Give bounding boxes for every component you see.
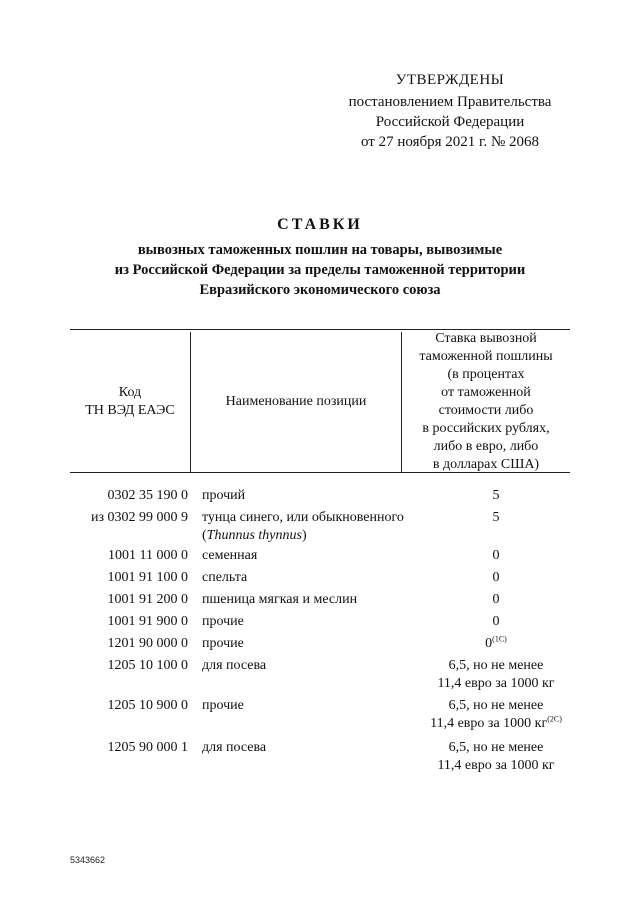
header-name [191, 332, 401, 472]
header-code-line: ТН ВЭД ЕАЭС [85, 403, 175, 418]
approval-line-2: Российской Федерации [375, 114, 525, 130]
header-rate-line: Ставка вывозной [435, 331, 537, 346]
row-rate-line [422, 757, 570, 775]
approval-block [330, 70, 570, 152]
row-name-text: прочие [202, 636, 244, 651]
row-rate [422, 569, 570, 587]
document-code: 5343662 [70, 855, 106, 865]
row-rate [422, 697, 570, 733]
row-rate-line [422, 715, 570, 733]
header-rate-line: от таможенной [441, 385, 531, 400]
footnote-marker: (1С) [492, 634, 507, 644]
row-rate-block [422, 697, 570, 733]
row-code: 0302 35 190 0 [107, 488, 188, 503]
row-rate [422, 613, 570, 631]
row-rate-line [422, 675, 570, 693]
row-code: 1205 10 900 0 [107, 698, 188, 713]
header-rate-line: таможенной пошлины [419, 349, 553, 364]
header-rate-line: в российских рублях, [422, 421, 550, 436]
row-name [202, 697, 422, 733]
table-row [70, 613, 570, 631]
row-rate-value [422, 487, 570, 505]
row-code: 1001 91 900 0 [107, 614, 188, 629]
row-name [202, 569, 422, 587]
header-rate [402, 332, 570, 472]
row-name-text: для посева [202, 740, 267, 755]
row-code: 1001 91 100 0 [107, 570, 188, 585]
row-code: 1205 10 100 0 [107, 658, 188, 673]
header-name-label: Наименование позиции [225, 394, 367, 409]
row-code: 1205 90 000 1 [107, 740, 188, 755]
row-rate-value [422, 509, 570, 527]
row-rate-text: 11,4 евро за 1000 кг [437, 758, 555, 773]
table-row [70, 547, 570, 565]
header-rate-line: либо в евро, либо [433, 439, 539, 454]
row-name-text: для посева [202, 658, 267, 673]
row-name [202, 509, 422, 545]
row-rate-text: 6,5, но не менее [448, 658, 544, 673]
row-rate-block [422, 657, 570, 693]
row-name-text: прочие [202, 698, 244, 713]
row-rate-block [422, 739, 570, 775]
row-name-text: пшеница мягкая и меслин [202, 592, 358, 607]
row-name [202, 657, 422, 693]
header-code-line: Код [118, 385, 142, 400]
table-row [70, 569, 570, 587]
row-rate-text: 0 [485, 636, 493, 651]
table-row [70, 635, 570, 653]
row-code: из 0302 99 000 9 [90, 510, 188, 525]
row-rate-text: 6,5, но не менее [448, 740, 544, 755]
row-rate-value [422, 635, 570, 653]
row-rate-text: 5 [492, 510, 500, 525]
header-rate-line: в долларах США) [432, 457, 540, 472]
row-name [202, 487, 422, 505]
approval-line-1: постановлением Правительства [348, 94, 552, 110]
table-row [70, 509, 570, 545]
row-name [202, 613, 422, 631]
row-code: 1001 11 000 0 [108, 548, 188, 563]
document-subtitle [60, 240, 580, 300]
subtitle-line-3: Евразийского экономического союза [199, 282, 441, 298]
subtitle-line-2: из Российской Федерации за пределы таможенной территории [114, 262, 526, 278]
table-row [70, 657, 570, 693]
row-rate-value [422, 591, 570, 609]
row-rate [422, 547, 570, 565]
row-code: 1001 91 200 0 [107, 592, 188, 607]
row-rate-line [422, 739, 570, 757]
table-row [70, 697, 570, 733]
row-name [202, 547, 422, 565]
header-rate-line: стоимости либо [438, 403, 534, 418]
row-rate-text: 11,4 евро за 1000 кг [430, 716, 548, 731]
row-name-tail: ) [301, 528, 307, 543]
row-name-text: спельта [202, 570, 248, 585]
row-rate-text: 0 [492, 592, 500, 607]
header-code [70, 332, 190, 472]
row-name-latin: Thunnus thynnus [206, 528, 302, 543]
approval-heading: УТВЕРЖДЕНЫ [395, 72, 505, 88]
row-rate [422, 635, 570, 653]
row-name-text: прочие [202, 614, 244, 629]
row-rate-value [422, 569, 570, 587]
row-rate-text: 0 [492, 548, 500, 563]
row-rate-value [422, 613, 570, 631]
table-header-bottom-rule [70, 472, 570, 473]
row-rate [422, 591, 570, 609]
table-row [70, 591, 570, 609]
row-name-text: семенная [202, 548, 258, 563]
row-name-text: тунца синего, или обыкновенного ( [202, 510, 404, 543]
row-rate-value [422, 547, 570, 565]
row-rate [422, 487, 570, 505]
row-rate-text: 5 [492, 488, 500, 503]
table-row [70, 487, 570, 505]
row-name [202, 591, 422, 609]
header-rate-line: (в процентах [447, 367, 525, 382]
subtitle-line-1: вывозных таможенных пошлин на товары, вывозимые [137, 242, 503, 258]
row-rate [422, 739, 570, 775]
row-rate-text: 0 [492, 614, 500, 629]
row-name [202, 635, 422, 653]
row-rate-text: 0 [492, 570, 500, 585]
row-name [202, 739, 422, 775]
row-name-text: прочий [202, 488, 246, 503]
approval-line-3: от 27 ноября 2021 г. № 2068 [360, 134, 540, 150]
row-rate-text: 6,5, но не менее [448, 698, 544, 713]
row-rate [422, 657, 570, 693]
row-code: 1201 90 000 0 [107, 636, 188, 651]
table-row [70, 739, 570, 775]
row-rate [422, 509, 570, 545]
tariff-table-body [70, 487, 570, 779]
footnote-marker: (2С) [547, 714, 562, 724]
row-rate-line [422, 697, 570, 715]
row-rate-text: 11,4 евро за 1000 кг [437, 676, 555, 691]
row-rate-line [422, 657, 570, 675]
document-title: СТАВКИ [277, 216, 363, 233]
